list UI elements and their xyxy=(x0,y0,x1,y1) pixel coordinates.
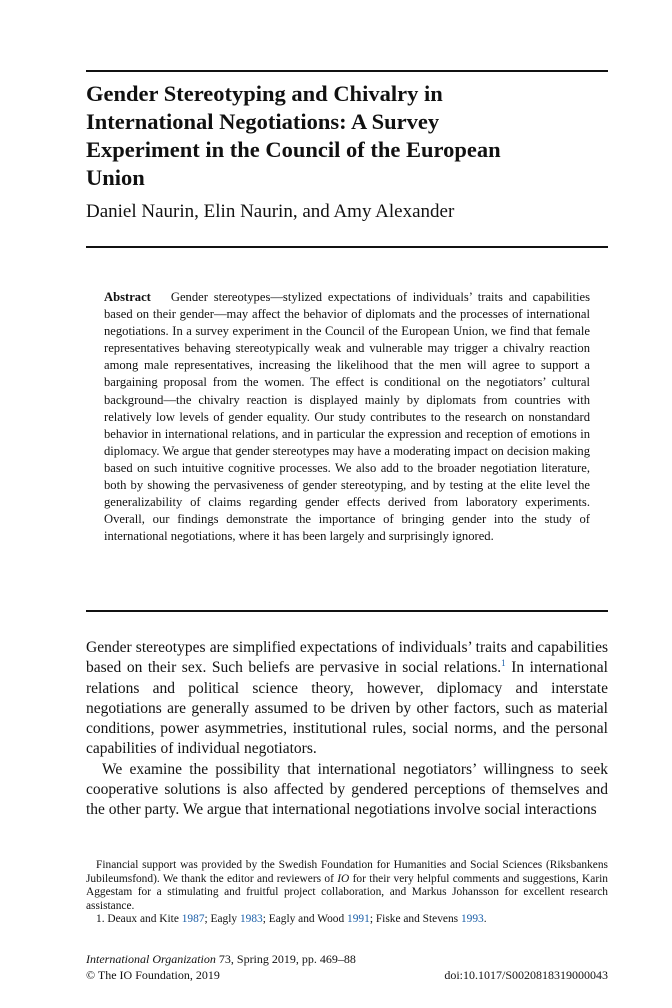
copyright: © The IO Foundation, 2019 xyxy=(86,967,220,982)
body-paragraph-2: We examine the possibility that international negotiators’ willingness to seek cooperative solutions is also affected by gendered perceptions of themselves and the other party. We argue that international negotiations involve social interactions xyxy=(86,760,608,819)
article-title: Gender Stereotyping and Chivalry in International Negotiations: A Survey Experiment in the Council of the European Union xyxy=(86,81,501,190)
body-paragraph-1: Gender stereotypes are simplified expectations of individuals’ traits and capabilities based on their sex. Such beliefs are pervasive in social relations.$^1$ In international relations and political science theory, however, diplomacy and interstate negotiations are generally assumed to be driven by other factors, such as material conditions, power asymmetries, institutional rules, social norms, and the personal capabilities of individual negotiators. xyxy=(86,639,608,758)
article-authors: Daniel Naurin, Elin Naurin, and Amy Alexander xyxy=(86,201,455,222)
journal-name: International Organization xyxy=(86,952,216,966)
journal-abbrev: IO xyxy=(337,872,350,885)
body-text xyxy=(86,638,608,821)
abstract-label: Abstract xyxy=(104,290,151,304)
citation-link[interactable]: 1993 xyxy=(460,913,484,925)
footnotes xyxy=(86,859,608,927)
citation-link[interactable]: 1983 xyxy=(239,913,263,925)
top-rule xyxy=(86,70,608,72)
abstract xyxy=(104,289,590,545)
page-footer xyxy=(86,952,608,983)
citation-link[interactable]: 1991 xyxy=(347,913,370,925)
footnote-ref-1[interactable]: 1 xyxy=(501,658,506,669)
doi: doi:10.1017/S0020818319000043 xyxy=(444,967,608,982)
header-bottom-rule xyxy=(86,246,608,248)
abstract-bottom-rule xyxy=(86,610,608,612)
citation-link[interactable]: 1987 xyxy=(181,913,205,925)
journal-citation: International Organization 73, Spring 2019, pp. 469–88 xyxy=(86,952,356,966)
funding-note: Financial support was provided by the Swedish Foundation for Humanities and Social Sciences (Riksbankens Jubileumsfond). We thank the editor and reviewers of IO for their very helpful comments and suggestions, Karin Aggestam for a stimulating and fruitful project collaboration, and Markus Johansson for excellent research assistance. xyxy=(86,859,608,912)
footnote-1: 1. Deaux and Kite 1987; Eagly 1983; Eagly and Wood 1991; Fiske and Stevens 1993. xyxy=(96,913,487,925)
abstract-text: Gender stereotypes—stylized expectations of individuals’ traits and capabilities based on their gender—may affect the behavior of diplomats and the processes of international negotiations. In a survey experiment in the Council of the European Union, we find that female representatives behaving stereotypically weak and vulnerable may trigger a chivalry reaction among male representatives, increasing the likelihood that the men will agree to support a bargaining proposal from the women. The effect is conditional on the negotiators’ cultural background—the chivalry reaction is displayed mainly by diplomats from countries with relatively low levels of gender equality. Our study contributes to the research on nonstandard behavior in international relations, and in particular the expression and reception of emotions in diplomacy. We argue that gender stereotypes may have a moderating impact on decision making based on such intuitive cognitive processes. We also add to the broader negotiation literature, both by showing the pervasiveness of gender stereotyping, and by testing at the elite level the generalizability of claims regarding gender effects derived from laboratory experiments. Overall, our findings demonstrate the importance of bringing gender into the study of international negotiations, where it has been largely and surprisingly ignored. xyxy=(104,290,590,544)
